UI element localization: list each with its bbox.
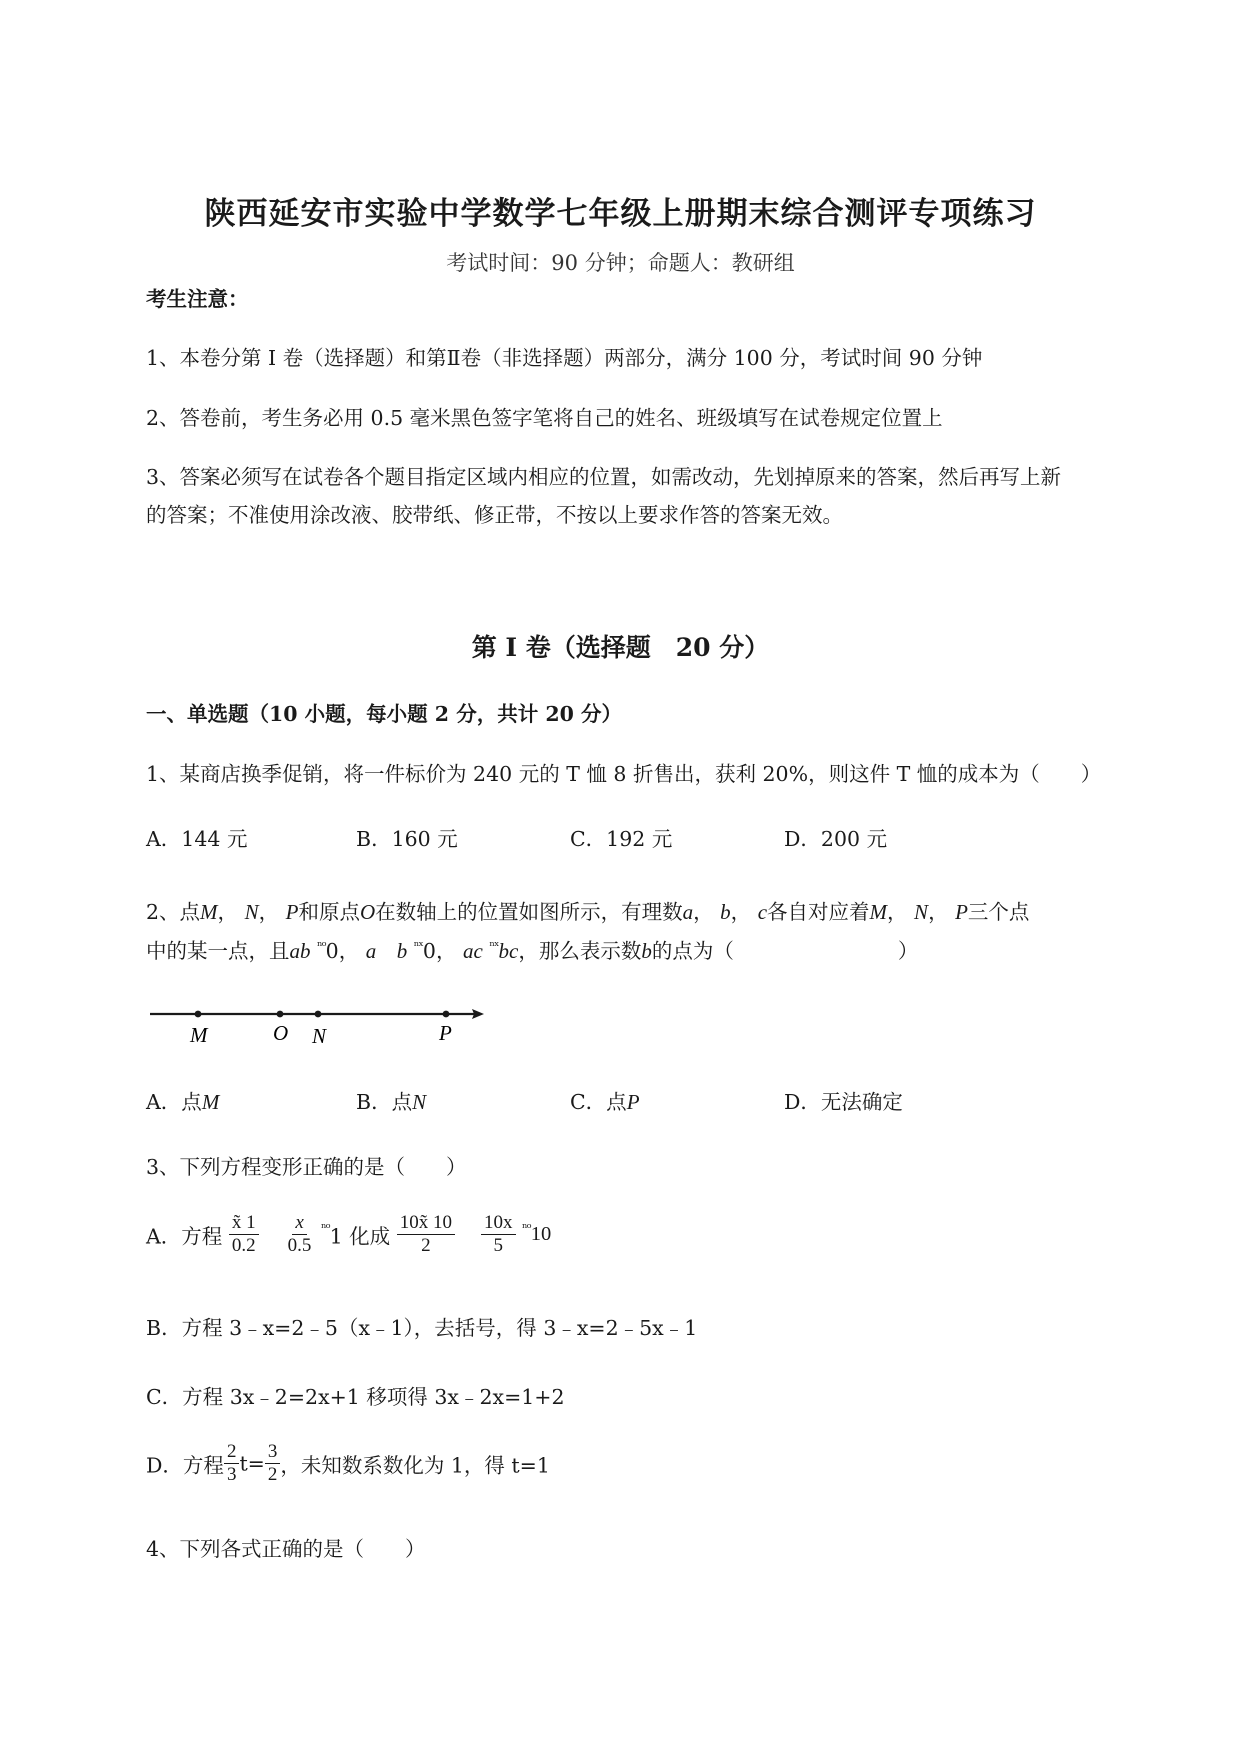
q2-option-b: B．点N: [356, 1090, 427, 1114]
point-m-dot: [195, 1011, 202, 1018]
q1-option-b: B．160 元: [356, 827, 458, 851]
point-n-dot: [315, 1011, 322, 1018]
q1-option-d: D．200 元: [784, 827, 888, 851]
page-title: 陕西延安市实验中学数学七年级上册期末综合测评专项练习: [204, 196, 1037, 232]
q3d-fraction-1: $\frac{2}{3}$: [224, 1441, 240, 1486]
page-subtitle: 考试时间：90 分钟；命题人：教研组: [446, 251, 795, 275]
q3a-fraction-4: $\frac{10x}{5}$: [481, 1212, 516, 1257]
q3-option-a: A．方程 $\frac{x̃ 1}{0.2}$ $\frac{x}{0.5}$ $^{^nᵒ}$1 化成 $\frac{10x̃ 10}{2}$ $\frac{10x}{5}$ $^{^nᵒ}$10: [146, 1212, 552, 1256]
q1-option-c: C．192 元: [570, 827, 673, 851]
q3-option-b: B．方程 3﹣x=2﹣5（x﹣1），去括号，得 3﹣x=2﹣5x﹣1: [146, 1316, 698, 1340]
notice-item-1: 1、本卷分第 I 卷（选择题）和第Ⅱ卷（非选择题）两部分，满分 100 分，考试时间 90 分钟: [146, 346, 983, 370]
notice-item-3: 3、答案必须写在试卷各个题目指定区域内相应的位置，如需改动，先划掉原来的答案，然后再写上新: [146, 465, 1062, 489]
q3d-fraction-2: $\frac{3}{2}$: [265, 1441, 281, 1486]
q3a-fraction-1: $\frac{x̃ 1}{0.2}$: [229, 1212, 259, 1257]
notice-heading: 考生注意：: [146, 287, 249, 311]
section-subheading: 一、单选题（10 小题，每小题 2 分，共计 20 分）: [146, 702, 623, 726]
notice-item-3-cont: 的答案；不准使用涂改液、胶带纸、修正带，不按以上要求作答的答案无效。: [146, 503, 843, 527]
point-m-label: M: [190, 1023, 208, 1047]
notice-item-2: 2、答卷前，考生务必用 0.5 毫米黑色签字笔将自己的姓名、班级填写在试卷规定位置上: [146, 406, 943, 430]
point-n-label: N: [312, 1024, 327, 1048]
section-title: 第 I 卷（选择题 20 分）: [471, 633, 770, 662]
q2-option-c: C．点P: [570, 1090, 640, 1114]
question-1: 1、某商店换季促销，将一件标价为 240 元的 T 恤 8 折售出，获利 20%，则这件 T 恤的成本为（ ）: [146, 762, 1102, 786]
point-o-dot: [277, 1011, 284, 1018]
q3-option-d: D．方程 $\frac{2}{3}$ t= $\frac{3}{2}$ ，未知数系数化为 1，得 t=1: [146, 1441, 550, 1485]
point-o-label: O: [273, 1021, 289, 1045]
q1-option-a: A．144 元: [146, 827, 248, 851]
point-p-dot: [443, 1011, 450, 1018]
q3-option-c: C．方程 3x﹣2=2x+1 移项得 3x﹣2x=1+2: [146, 1385, 565, 1409]
question-3: 3、下列方程变形正确的是（ ）: [146, 1155, 467, 1179]
question-2-line-2: 中的某一点，且ab $^{^nᵒ}$0， a b $^{^nˣ}$0， ac $^{^nˣ}$bc，那么表示数b的点为（ ）: [146, 939, 919, 963]
q2-option-a: A．点M: [146, 1090, 220, 1114]
q3a-fraction-3: $\frac{10x̃ 10}{2}$: [397, 1212, 455, 1257]
number-line-figure: [140, 1000, 500, 1050]
question-2-line-1: 2、点M， N， P和原点O在数轴上的位置如图所示，有理数a， b， c各自对应着M， N， P三个点: [146, 900, 1030, 924]
q3a-fraction-2: $\frac{x}{0.5}$: [287, 1212, 312, 1256]
q2-option-d: D．无法确定: [784, 1090, 903, 1114]
question-4: 4、下列各式正确的是（ ）: [146, 1537, 426, 1561]
point-p-label: P: [439, 1021, 452, 1045]
